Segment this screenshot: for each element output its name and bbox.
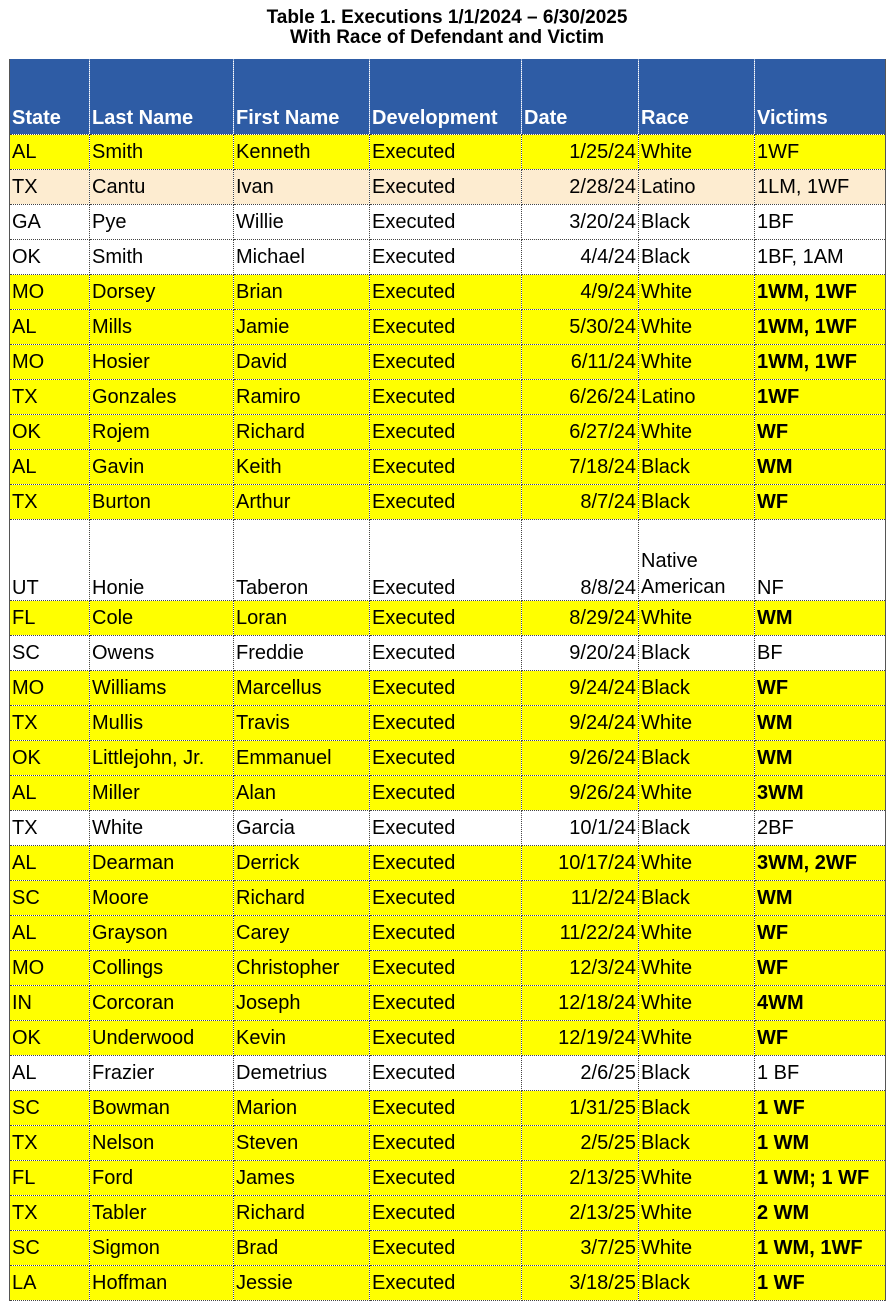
cell-development: Executed [370, 881, 522, 916]
cell-last-name: Moore [90, 881, 234, 916]
cell-race: Black [639, 1266, 755, 1301]
table-row [10, 1021, 886, 1056]
cell-last-name: Littlejohn, Jr. [90, 741, 234, 776]
cell-development: Executed [370, 951, 522, 986]
cell-state: TX [10, 706, 90, 741]
cell-race: Black [639, 811, 755, 846]
cell-first-name: Brian [234, 275, 370, 310]
table-row [10, 205, 886, 240]
cell-state: MO [10, 345, 90, 380]
table-row [10, 916, 886, 951]
cell-race: Black [639, 240, 755, 275]
cell-state: OK [10, 1021, 90, 1056]
cell-race: White [639, 1231, 755, 1266]
cell-first-name: Garcia [234, 811, 370, 846]
table-row [10, 1126, 886, 1161]
cell-first-name: Jamie [234, 310, 370, 345]
cell-race: Black [639, 741, 755, 776]
cell-race: White [639, 1196, 755, 1231]
cell-last-name: Hosier [90, 345, 234, 380]
cell-state: TX [10, 1196, 90, 1231]
table-row [10, 310, 886, 345]
cell-last-name: Collings [90, 951, 234, 986]
cell-development: Executed [370, 916, 522, 951]
cell-state: UT [10, 520, 90, 601]
cell-race: Black [639, 671, 755, 706]
cell-first-name: Keith [234, 450, 370, 485]
cell-last-name: Dearman [90, 846, 234, 881]
cell-victims: WF [755, 671, 886, 706]
cell-state: AL [10, 846, 90, 881]
table-body [10, 135, 886, 1301]
table-row [10, 1091, 886, 1126]
cell-state: AL [10, 450, 90, 485]
cell-date: 10/1/24 [522, 811, 639, 846]
cell-last-name: Honie [90, 520, 234, 601]
cell-date: 9/24/24 [522, 671, 639, 706]
header-first-name: First Name [234, 59, 370, 135]
cell-date: 8/7/24 [522, 485, 639, 520]
cell-race: Black [639, 1126, 755, 1161]
cell-first-name: Ramiro [234, 380, 370, 415]
cell-state: TX [10, 380, 90, 415]
cell-date: 9/20/24 [522, 636, 639, 671]
cell-last-name: Gavin [90, 450, 234, 485]
cell-development: Executed [370, 846, 522, 881]
cell-development: Executed [370, 520, 522, 601]
table-row [10, 170, 886, 205]
cell-development: Executed [370, 811, 522, 846]
cell-development: Executed [370, 485, 522, 520]
cell-date: 8/8/24 [522, 520, 639, 601]
header-date: Date [522, 59, 639, 135]
cell-date: 11/22/24 [522, 916, 639, 951]
cell-victims: 1BF, 1AM [755, 240, 886, 275]
cell-development: Executed [370, 1021, 522, 1056]
table-row [10, 275, 886, 310]
cell-victims: WM [755, 450, 886, 485]
cell-date: 6/11/24 [522, 345, 639, 380]
table-row [10, 485, 886, 520]
table-row [10, 671, 886, 706]
header-last-name: Last Name [90, 59, 234, 135]
cell-victims: WF [755, 485, 886, 520]
header-development: Development [370, 59, 522, 135]
cell-date: 4/4/24 [522, 240, 639, 275]
cell-race: White [639, 310, 755, 345]
cell-date: 9/24/24 [522, 706, 639, 741]
cell-development: Executed [370, 450, 522, 485]
table-row [10, 706, 886, 741]
cell-date: 3/18/25 [522, 1266, 639, 1301]
cell-first-name: Travis [234, 706, 370, 741]
cell-development: Executed [370, 1126, 522, 1161]
cell-last-name: Burton [90, 485, 234, 520]
table-row [10, 846, 886, 881]
cell-state: OK [10, 415, 90, 450]
table-row [10, 1056, 886, 1091]
cell-first-name: Alan [234, 776, 370, 811]
cell-first-name: Jessie [234, 1266, 370, 1301]
cell-last-name: Sigmon [90, 1231, 234, 1266]
cell-development: Executed [370, 1056, 522, 1091]
cell-last-name: Bowman [90, 1091, 234, 1126]
cell-development: Executed [370, 205, 522, 240]
cell-state: AL [10, 776, 90, 811]
cell-last-name: Pye [90, 205, 234, 240]
cell-first-name: Loran [234, 601, 370, 636]
cell-race: Black [639, 450, 755, 485]
cell-last-name: White [90, 811, 234, 846]
cell-state: SC [10, 636, 90, 671]
cell-victims: 2 WM [755, 1196, 886, 1231]
cell-development: Executed [370, 776, 522, 811]
cell-first-name: Ivan [234, 170, 370, 205]
cell-date: 2/5/25 [522, 1126, 639, 1161]
cell-state: TX [10, 811, 90, 846]
cell-victims: WF [755, 951, 886, 986]
cell-development: Executed [370, 240, 522, 275]
cell-development: Executed [370, 1266, 522, 1301]
cell-first-name: Freddie [234, 636, 370, 671]
cell-last-name: Owens [90, 636, 234, 671]
cell-date: 2/6/25 [522, 1056, 639, 1091]
cell-last-name: Mullis [90, 706, 234, 741]
cell-first-name: Kevin [234, 1021, 370, 1056]
cell-race: Black [639, 485, 755, 520]
table-row [10, 636, 886, 671]
cell-victims: WM [755, 881, 886, 916]
cell-race: White [639, 415, 755, 450]
cell-victims: 1 WM; 1 WF [755, 1161, 886, 1196]
cell-first-name: Steven [234, 1126, 370, 1161]
cell-development: Executed [370, 1196, 522, 1231]
cell-state: AL [10, 1056, 90, 1091]
cell-race: White [639, 916, 755, 951]
cell-first-name: Emmanuel [234, 741, 370, 776]
cell-victims: 1WF [755, 135, 886, 170]
cell-victims: WF [755, 415, 886, 450]
cell-victims: 1WM, 1WF [755, 310, 886, 345]
cell-victims: WF [755, 916, 886, 951]
cell-first-name: Richard [234, 881, 370, 916]
cell-state: AL [10, 135, 90, 170]
cell-victims: 1 WM [755, 1126, 886, 1161]
cell-development: Executed [370, 986, 522, 1021]
title-line-2: With Race of Defendant and Victim [289, 27, 605, 48]
cell-date: 10/17/24 [522, 846, 639, 881]
cell-development: Executed [370, 1161, 522, 1196]
cell-victims: WM [755, 706, 886, 741]
cell-last-name: Corcoran [90, 986, 234, 1021]
cell-state: AL [10, 310, 90, 345]
table-row [10, 986, 886, 1021]
title-line-1: Table 1. Executions 1/1/2024 – 6/30/2025 [266, 7, 628, 28]
cell-last-name: Frazier [90, 1056, 234, 1091]
cell-date: 12/3/24 [522, 951, 639, 986]
cell-victims: 1 WF [755, 1266, 886, 1301]
table-row [10, 1266, 886, 1301]
cell-date: 3/20/24 [522, 205, 639, 240]
cell-development: Executed [370, 1091, 522, 1126]
cell-race: White [639, 706, 755, 741]
table-row [10, 380, 886, 415]
table-row [10, 135, 886, 170]
cell-race: White [639, 1021, 755, 1056]
table-row [10, 811, 886, 846]
cell-race: Black [639, 205, 755, 240]
cell-last-name: Grayson [90, 916, 234, 951]
cell-first-name: Richard [234, 415, 370, 450]
cell-first-name: Marion [234, 1091, 370, 1126]
table-row [10, 881, 886, 916]
table-row [10, 240, 886, 275]
cell-victims: 1 WF [755, 1091, 886, 1126]
cell-race: White [639, 1161, 755, 1196]
cell-last-name: Underwood [90, 1021, 234, 1056]
cell-state: IN [10, 986, 90, 1021]
cell-development: Executed [370, 1231, 522, 1266]
cell-development: Executed [370, 275, 522, 310]
executions-table [9, 59, 886, 1301]
cell-date: 6/27/24 [522, 415, 639, 450]
table-row [10, 415, 886, 450]
cell-first-name: Michael [234, 240, 370, 275]
cell-state: GA [10, 205, 90, 240]
cell-state: FL [10, 1161, 90, 1196]
table-row [10, 1231, 886, 1266]
cell-state: SC [10, 1091, 90, 1126]
cell-development: Executed [370, 380, 522, 415]
cell-victims: NF [755, 520, 886, 601]
table-row [10, 776, 886, 811]
cell-development: Executed [370, 601, 522, 636]
cell-date: 2/13/25 [522, 1161, 639, 1196]
cell-date: 5/30/24 [522, 310, 639, 345]
cell-victims: 1 BF [755, 1056, 886, 1091]
cell-last-name: Tabler [90, 1196, 234, 1231]
cell-last-name: Gonzales [90, 380, 234, 415]
cell-first-name: Brad [234, 1231, 370, 1266]
cell-development: Executed [370, 415, 522, 450]
cell-date: 9/26/24 [522, 741, 639, 776]
header-state: State [10, 59, 90, 135]
cell-victims: BF [755, 636, 886, 671]
cell-race: White [639, 986, 755, 1021]
cell-development: Executed [370, 310, 522, 345]
cell-development: Executed [370, 741, 522, 776]
table-row [10, 450, 886, 485]
cell-victims: 1BF [755, 205, 886, 240]
cell-first-name: Demetrius [234, 1056, 370, 1091]
cell-victims: 1WM, 1WF [755, 345, 886, 380]
cell-victims: WM [755, 741, 886, 776]
header-race: Race [639, 59, 755, 135]
cell-last-name: Ford [90, 1161, 234, 1196]
table-row [10, 1161, 886, 1196]
cell-race: Black [639, 1091, 755, 1126]
cell-date: 2/28/24 [522, 170, 639, 205]
cell-development: Executed [370, 636, 522, 671]
cell-last-name: Dorsey [90, 275, 234, 310]
cell-victims: 1 WM, 1WF [755, 1231, 886, 1266]
cell-state: AL [10, 916, 90, 951]
cell-state: TX [10, 485, 90, 520]
table-row [10, 741, 886, 776]
cell-first-name: Taberon [234, 520, 370, 601]
cell-victims: 3WM [755, 776, 886, 811]
cell-state: OK [10, 741, 90, 776]
cell-race: Black [639, 881, 755, 916]
cell-first-name: Richard [234, 1196, 370, 1231]
cell-first-name: Kenneth [234, 135, 370, 170]
cell-state: LA [10, 1266, 90, 1301]
cell-race: White [639, 135, 755, 170]
cell-state: MO [10, 671, 90, 706]
cell-state: TX [10, 1126, 90, 1161]
cell-last-name: Nelson [90, 1126, 234, 1161]
table-row [10, 601, 886, 636]
cell-first-name: Marcellus [234, 671, 370, 706]
cell-last-name: Smith [90, 240, 234, 275]
cell-race: White [639, 846, 755, 881]
cell-race: Black [639, 1056, 755, 1091]
cell-last-name: Smith [90, 135, 234, 170]
cell-last-name: Hoffman [90, 1266, 234, 1301]
cell-victims: WF [755, 1021, 886, 1056]
cell-state: FL [10, 601, 90, 636]
cell-victims: WM [755, 601, 886, 636]
cell-victims: 1WF [755, 380, 886, 415]
cell-race: Native American [639, 520, 755, 601]
cell-victims: 1WM, 1WF [755, 275, 886, 310]
cell-last-name: Williams [90, 671, 234, 706]
cell-date: 1/25/24 [522, 135, 639, 170]
cell-date: 1/31/25 [522, 1091, 639, 1126]
cell-victims: 4WM [755, 986, 886, 1021]
cell-state: MO [10, 275, 90, 310]
table-row [10, 345, 886, 380]
cell-first-name: David [234, 345, 370, 380]
cell-date: 9/26/24 [522, 776, 639, 811]
cell-race: White [639, 601, 755, 636]
cell-state: TX [10, 170, 90, 205]
cell-victims: 1LM, 1WF [755, 170, 886, 205]
cell-race: White [639, 275, 755, 310]
cell-state: SC [10, 881, 90, 916]
cell-first-name: James [234, 1161, 370, 1196]
cell-development: Executed [370, 135, 522, 170]
cell-date: 4/9/24 [522, 275, 639, 310]
cell-first-name: Joseph [234, 986, 370, 1021]
cell-date: 12/19/24 [522, 1021, 639, 1056]
cell-race: White [639, 951, 755, 986]
cell-race: Latino [639, 380, 755, 415]
cell-state: MO [10, 951, 90, 986]
cell-first-name: Derrick [234, 846, 370, 881]
cell-last-name: Miller [90, 776, 234, 811]
header-victims: Victims [755, 59, 886, 135]
table-row [10, 1196, 886, 1231]
cell-date: 2/13/25 [522, 1196, 639, 1231]
cell-victims: 3WM, 2WF [755, 846, 886, 881]
cell-development: Executed [370, 706, 522, 741]
cell-first-name: Carey [234, 916, 370, 951]
cell-date: 3/7/25 [522, 1231, 639, 1266]
cell-date: 7/18/24 [522, 450, 639, 485]
cell-race: Black [639, 636, 755, 671]
cell-development: Executed [370, 345, 522, 380]
cell-date: 8/29/24 [522, 601, 639, 636]
cell-first-name: Willie [234, 205, 370, 240]
cell-first-name: Christopher [234, 951, 370, 986]
cell-development: Executed [370, 671, 522, 706]
cell-date: 12/18/24 [522, 986, 639, 1021]
table-title [0, 0, 894, 50]
cell-race: White [639, 776, 755, 811]
cell-last-name: Rojem [90, 415, 234, 450]
cell-last-name: Cole [90, 601, 234, 636]
cell-race: Latino [639, 170, 755, 205]
cell-victims: 2BF [755, 811, 886, 846]
cell-first-name: Arthur [234, 485, 370, 520]
cell-last-name: Mills [90, 310, 234, 345]
cell-development: Executed [370, 170, 522, 205]
header-row [10, 59, 886, 135]
cell-state: OK [10, 240, 90, 275]
cell-state: SC [10, 1231, 90, 1266]
cell-date: 11/2/24 [522, 881, 639, 916]
cell-last-name: Cantu [90, 170, 234, 205]
table-row [10, 951, 886, 986]
cell-race: White [639, 345, 755, 380]
table-row [10, 520, 886, 601]
cell-date: 6/26/24 [522, 380, 639, 415]
